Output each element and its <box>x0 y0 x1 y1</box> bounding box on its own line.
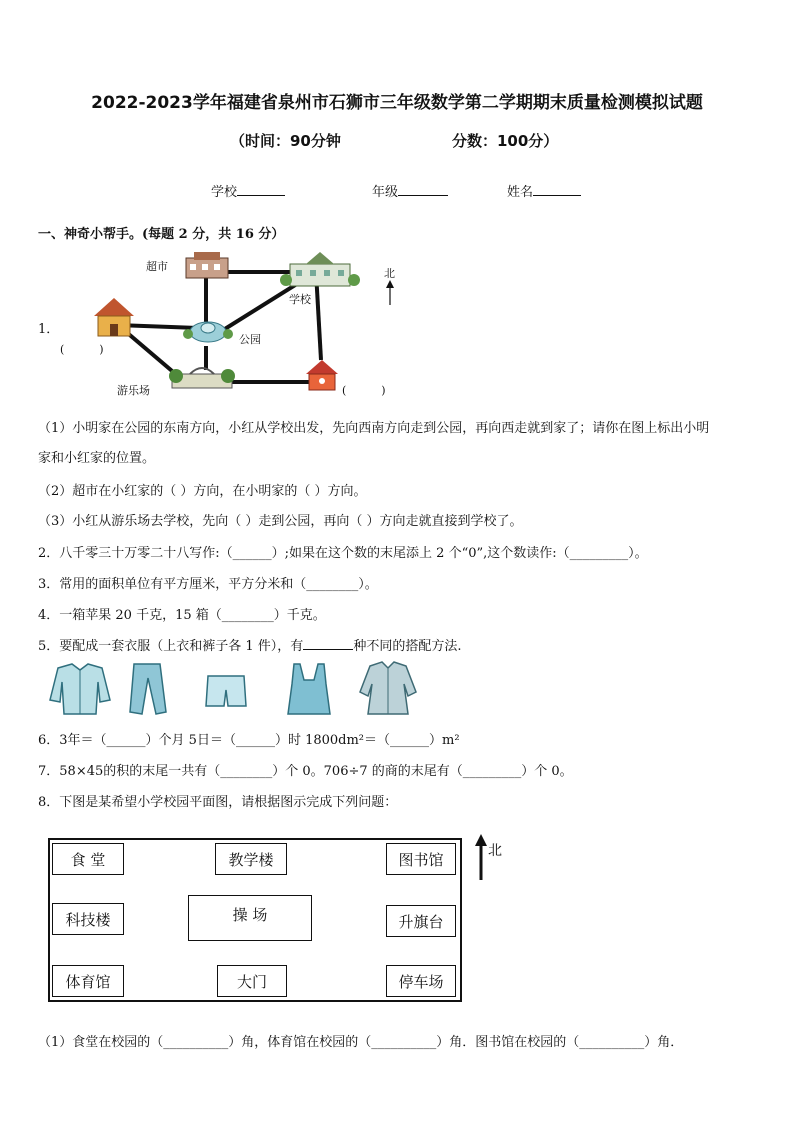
campus-north-label: 北 <box>488 843 502 859</box>
sports-field-box: 操 场 <box>188 895 312 941</box>
name-label: 姓名 <box>507 185 534 200</box>
parking-box: 停车场 <box>386 965 456 997</box>
answer-paren-left[interactable]: ( ) <box>60 343 104 356</box>
school-blank[interactable] <box>237 195 285 196</box>
q1-part2: （2）超市在小红家的（ ）方向，在小明家的（ ）方向。 <box>38 484 367 499</box>
north-arrow <box>386 280 394 305</box>
q1-part3: （3）小红从游乐场去学校，先向（ ）走到公园，再向（ ）方向走就直接到学校了。 <box>38 514 523 529</box>
page-title: 2022-2023学年福建省泉州市石狮市三年级数学第二学期期末质量检测模拟试题 <box>91 93 703 113</box>
label-north: 北 <box>384 267 395 280</box>
question-6: 6．3年＝（______）个月 5日＝（______）时 1800dm²＝（______）m² <box>38 733 460 748</box>
long-pants-icon <box>130 664 166 714</box>
question-2: 2．八千零三十万零二十八写作:（______）;如果在这个数的末尾添上 2 个“0”,这个数读作:（_________）。 <box>38 546 648 561</box>
section-heading: 一、神奇小帮手。(每题 2 分，共 16 分） <box>38 227 285 242</box>
playground-icon <box>169 368 235 388</box>
science-building-box: 科技楼 <box>52 903 124 935</box>
label-school: 学校 <box>289 293 311 306</box>
grade-field <box>372 181 448 200</box>
question-5 <box>38 635 461 654</box>
q5-text-post: 种不同的搭配方法. <box>353 639 462 654</box>
name-field <box>507 181 581 200</box>
school-field <box>211 181 285 200</box>
name-blank[interactable] <box>533 195 581 196</box>
exam-time: （时间：90分钟 <box>230 132 341 150</box>
question-4: 4．一箱苹果 20 千克，15 箱（________）千克。 <box>38 608 326 623</box>
school-label: 学校 <box>211 185 238 200</box>
vest-icon <box>288 664 330 714</box>
question-8-stem: 8．下图是某希望小学校园平面图，请根据图示完成下列问题： <box>38 795 398 810</box>
label-park: 公园 <box>239 333 261 346</box>
main-gate-box: 大门 <box>217 965 287 997</box>
q5-text-pre: 5．要配成一套衣服（上衣和裤子各 1 件），有 <box>38 639 304 654</box>
question-7: 7．58×45的积的末尾一共有（________）个 0。706÷7 的商的末尾有（_________）个 0。 <box>38 764 573 779</box>
answer-paren-right[interactable]: ( ) <box>342 384 386 397</box>
label-playground: 游乐场 <box>117 384 150 397</box>
question-1-number: 1． <box>38 322 60 337</box>
supermarket-icon <box>186 252 228 278</box>
campus-north-arrow <box>474 834 488 882</box>
library-box: 图书馆 <box>386 843 456 875</box>
clothing-images <box>38 660 418 720</box>
flag-platform-box: 升旗台 <box>386 905 456 937</box>
park-icon <box>183 322 233 342</box>
q5-blank[interactable] <box>303 649 353 650</box>
q1-part1-line1: （1）小明家在公园的东南方向，小红从学校出发，先向西南方向走到公园，再向西走就到家了；请你在图上标出小明 <box>38 421 710 436</box>
house-left-icon <box>94 298 134 336</box>
q1-part1-line2: 家和小红家的位置。 <box>38 451 156 466</box>
gym-box: 体育馆 <box>52 965 124 997</box>
label-supermarket: 超市 <box>146 260 168 273</box>
jacket-icon <box>50 664 110 714</box>
grade-label: 年级 <box>372 185 399 200</box>
question-8-part1: （1）食堂在校园的（__________）角，体育馆在校园的（__________）角．图书馆在校园的（__________）角． <box>38 1035 684 1050</box>
exam-score: 分数：100分） <box>452 132 559 150</box>
grade-blank[interactable] <box>398 195 448 196</box>
school-icon <box>280 252 360 286</box>
teaching-building-box: 教学楼 <box>215 843 287 875</box>
coat-icon <box>360 662 416 714</box>
house-right-icon <box>306 360 338 390</box>
shorts-icon <box>206 676 246 706</box>
question-3: 3．常用的面积单位有平方厘米，平方分米和（________）。 <box>38 577 378 592</box>
canteen-box: 食 堂 <box>52 843 124 875</box>
